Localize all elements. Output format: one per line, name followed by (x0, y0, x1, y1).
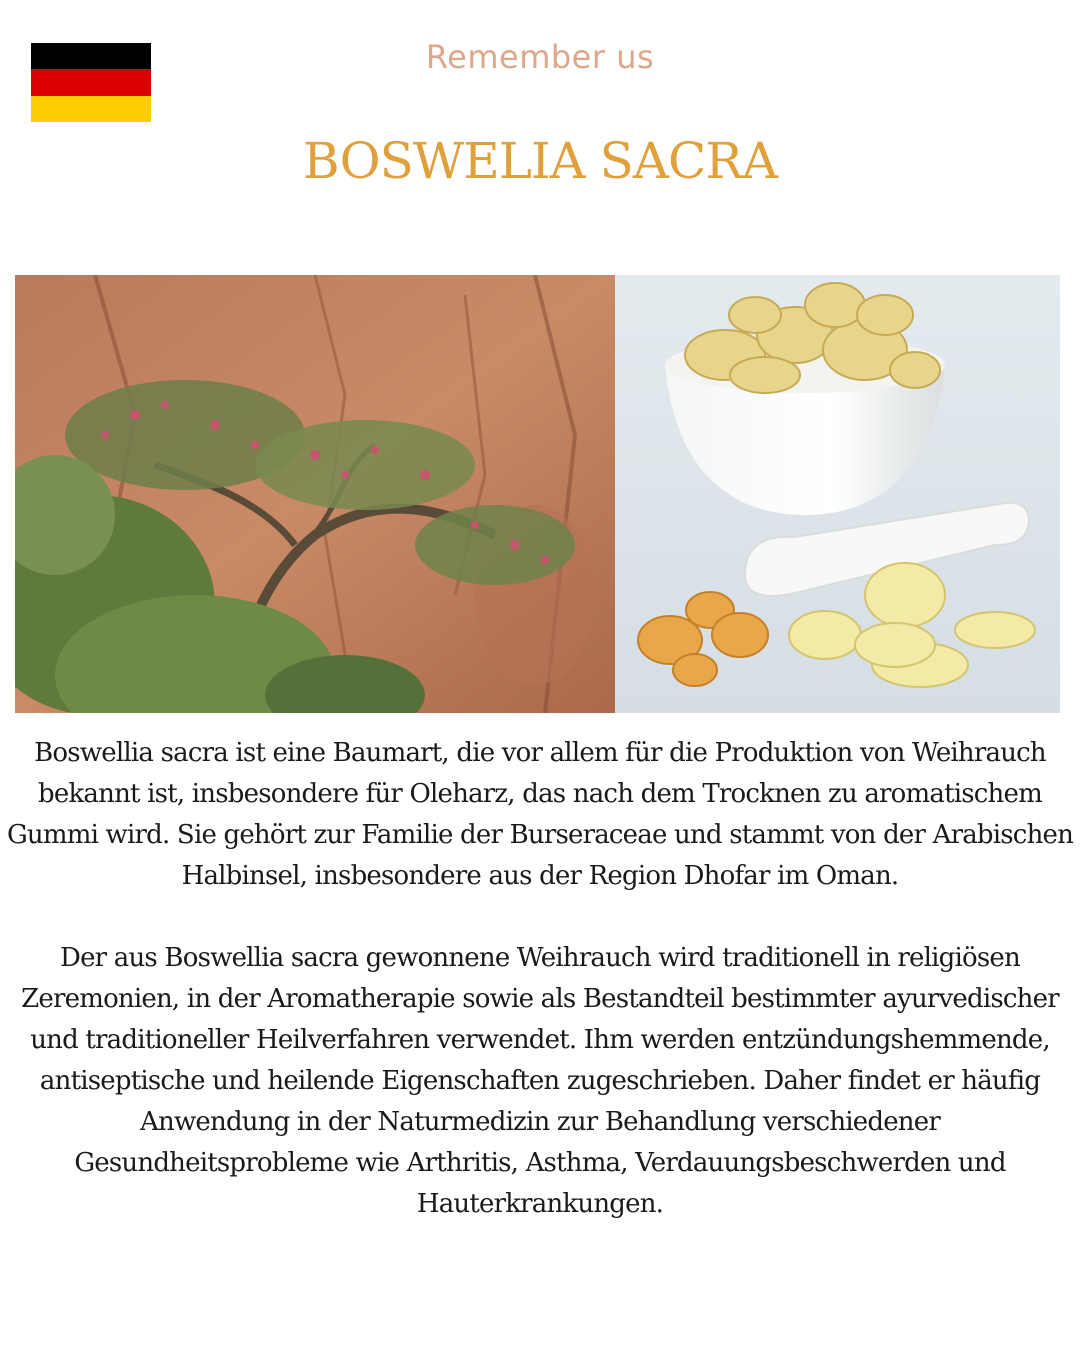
frankincense-photo (615, 275, 1060, 713)
flag-band-gold (31, 96, 151, 122)
boswellia-tree-photo (15, 275, 615, 713)
description (0, 733, 1080, 1225)
paragraph-intro: Boswellia sacra ist eine Baumart, die vor allem für die Produktion von Weihrauch bekannt ist, insbesondere für Oleharz, das nach dem Trocknen zu aromatischem Gummi wird. Sie gehört zur Familie der Burseraceae und stammt von der Arabischen Halbinsel, insbesondere aus der Region Dhofar im Oman. (6, 738, 1074, 891)
paragraph-uses: Der aus Boswellia sacra gewonnene Weihrauch wird traditionell in religiösen Zeremonien, in der Aromatherapie sowie als Bestandteil bestimmter ayurvedischer und traditioneller Heilverfahren verwendet. Ihm werden entzündungshemmende, antiseptische und heilende Eigenschaften zugeschrieben. Daher findet er häufig Anwendung in der Naturmedizin zur Behandlung verschiedener Gesundheitsprobleme wie Arthritis, Asthma, Verdauungsbeschwerden und Hauterkrankungen. (21, 943, 1059, 1219)
page-title: BOSWELIA SACRA (302, 132, 778, 190)
photo-collage (15, 275, 1060, 713)
tagline: Remember us (425, 38, 655, 76)
